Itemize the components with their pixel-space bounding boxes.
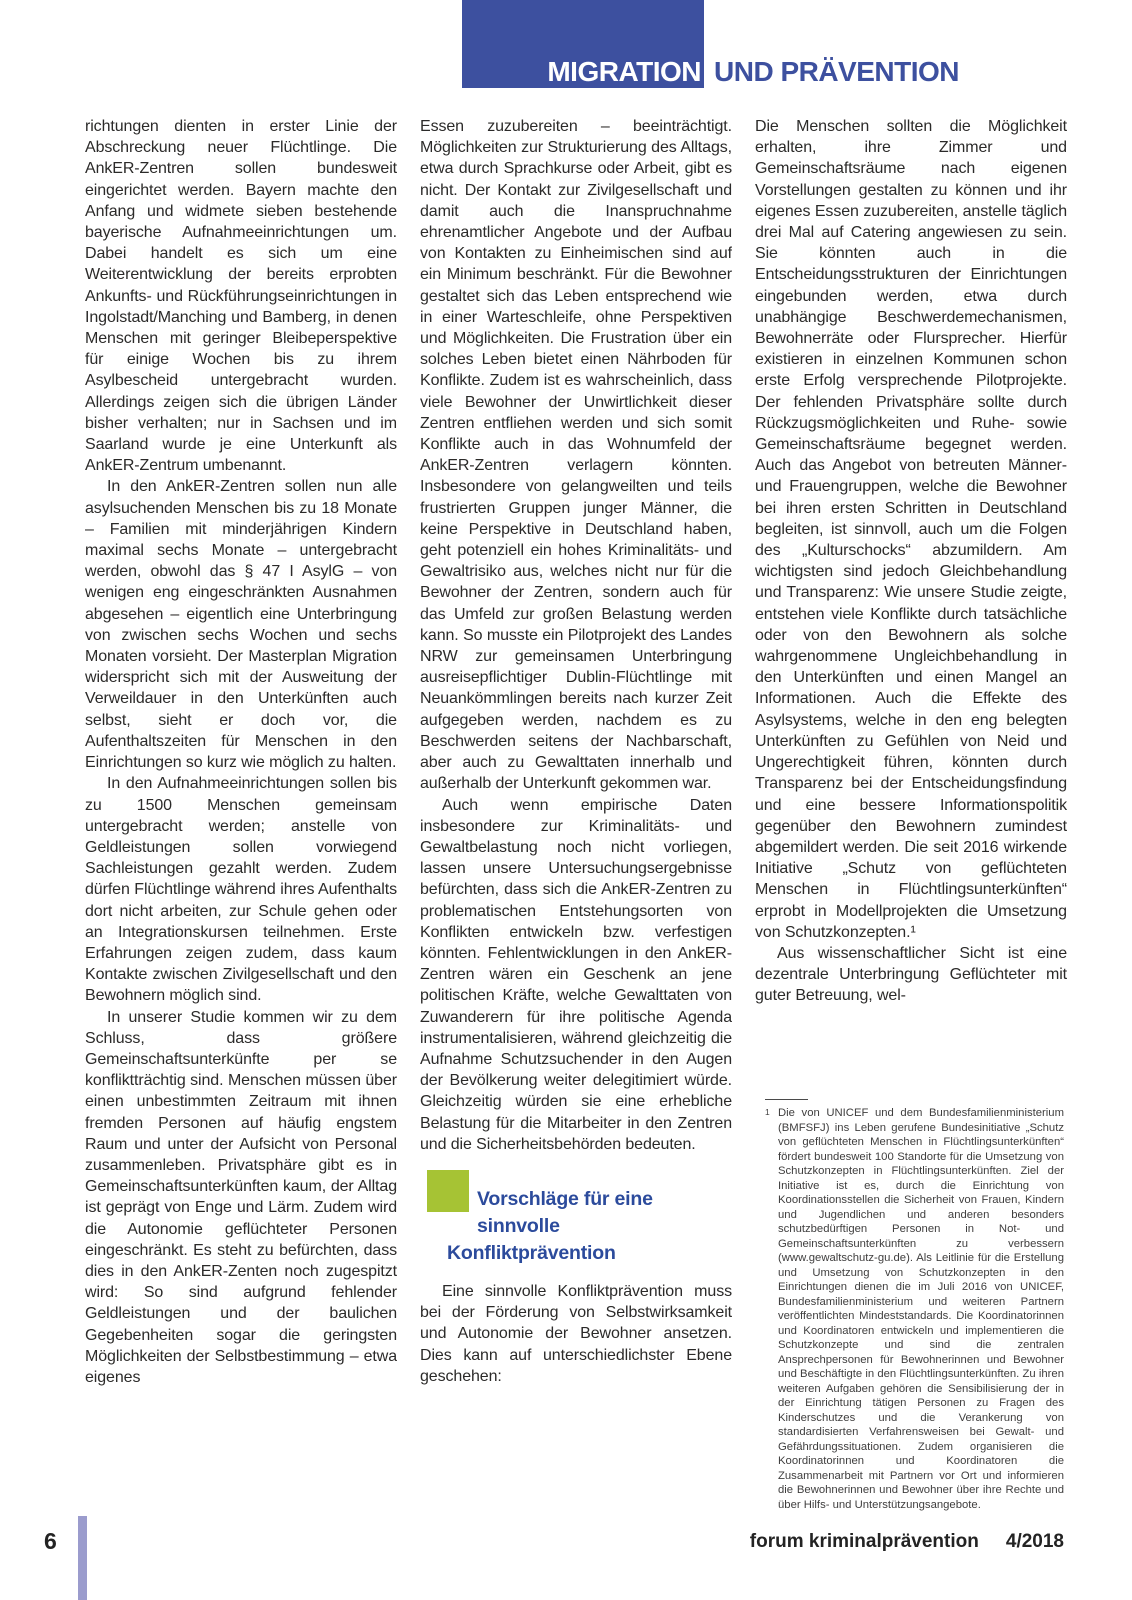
article-paragraph: Die Menschen sollten die Möglichkeit erhalten, ihre Zimmer und Gemeinschaftsräume nach eigenen Vorstellungen gestalten zu können und ihr eigenes Essen zuzubereiten, anstelle täglich drei Mal auf Catering angewiesen zu sein. Sie könnten auch in die Entscheidungsstrukturen der Einrichtungen eingebunden werden, etwa durch unabhängige Beschwerdemechanismen, Bewohnerräte oder Flursprecher. Hierfür existieren in einzelnen Kommunen schon erste Erfolg versprechende Pilotprojekte. Der fehlenden Privatsphäre sollte durch Rückzugsmöglichkeiten und Ruhe- sowie Gemeinschaftsräume begegnet werden. Auch das Angebot von betreuten Männer- und Frauengruppen, welche die Bewohner bei ihren ersten Schritten in Deutschland begleiten, ist sinnvoll, auch um die Folgen des „Kulturschocks“ abzumildern. Am wichtigsten sind jedoch Gleichbehandlung und Transparenz: Wie unsere Studie zeigte, entstehen viele Konflikte durch tatsächliche oder von den Bewohnern als solche wahrgenommene Ungleichbehandlung in den Unterkünften und einen Mangel an Informationen. Auch die Effekte des Asylsystems, welche in den eng belegten Unterkünften zu Gefühlen von Neid und Ungerechtigkeit führen, könnten durch Transparenz bei der Entscheidungsfindung und eine bessere Informationspolitik gegenüber den Bewohnern zumindest abgemildert werden. Die seit 2016 wirkende Initiative „Schutz von geflüchteten Menschen in Flüchtlingsunterkünften“ erprobt in Modellprojekten die Umsetzung von Schutzkonzepten.¹ [755, 118, 1067, 941]
article-column-3 [755, 116, 1067, 1084]
article-paragraph: In den Aufnahmeeinrichtungen sollen bis zu 1500 Menschen gemeinsam untergebracht werden; anstelle von Geldleistungen sollen vorwiegend Sachleistungen gezahlt werden. Zudem dürfen Flüchtlinge während ihres Aufenthalts dort nicht arbeiten, zur Schule gehen oder an Integrationskursen teilnehmen. Erste Erfahrungen zeigen zudem, dass kaum Kontakte zwischen Zivilgesellschaft und den Bewohnern möglich sind. [85, 775, 397, 1005]
article-paragraph: Auch wenn empirische Daten insbesondere zur Kriminalitäts- und Gewaltbelastung noch nicht vorliegen, lassen unsere Untersuchungsergebnisse befürchten, dass sich die AnkER-Zentren zu problematischen Entstehungsorten von Konflikten entwickeln bzw. verfestigen könnten. Fehlentwicklungen in den AnkER-Zentren wären ein Geschenk an jene politischen Kräfte, welche Gewalttaten von Zuwanderern für ihre politische Agenda instrumentalisieren, während gleichzeitig die Aufnahme Schutzsuchender in den Augen der Bevölkerung weiter delegitimiert würde. Gleichzeitig würden sie eine erhebliche Belastung für die Mitarbeiter in den Zentren und die Sicherheitsbehörden bedeuten. [420, 796, 732, 1153]
green-square-bullet-icon [427, 1170, 469, 1212]
footnote-block [765, 1099, 1064, 1512]
footnote-divider [765, 1099, 808, 1100]
section-title-highlight: MIGRATION [547, 56, 701, 87]
subheading-line-1: Vorschläge für eine sinnvolle [477, 1187, 653, 1237]
section-title-rest: UND PRÄVENTION [714, 56, 960, 87]
page-header [462, 0, 959, 88]
page-number: 6 [44, 1528, 57, 1554]
journal-issue: 4/2018 [1005, 1531, 1064, 1552]
article-paragraph: In unserer Studie kommen wir zu dem Schluss, dass größere Gemeinschaftsunterkünfte per se konfliktträchtig sind. Menschen müssen über einen unbestimmten Zeitraum mit ihnen fremden Personen auf häufig engstem Raum und unter der Aufsicht von Personal zusammenleben. Privatsphäre gibt es in Gemeinschaftsunterkünften kaum, der Alltag ist geprägt von Enge und Lärm. Zudem wird die Autonomie geflüchteter Personen eingeschränkt. Es steht zu befürchten, dass dies in den AnkER-Zenten noch zugespitzt wird: So sind aufgrund fehlender Geldleistungen und der baulichen Gegebenheiten sogar die geringsten Möglichkeiten der Selbstbestimmung – etwa eigenes [85, 1008, 397, 1386]
article-paragraph: Eine sinnvolle Konfliktprävention muss bei der Förderung von Selbstwirksamkeit und Autonomie der Bewohner ansetzen. Dies kann auf unterschiedlichster Ebene geschehen: [420, 1282, 732, 1385]
article-paragraph: richtungen dienten in erster Linie der Abschreckung neuer Flüchtlinge. Die AnkER-Zentren sollen bundesweit eingerichtet werden. Bayern machte den Anfang und widmete sieben bestehende bayerische Aufnahmeeinrichtungen um. Dabei handelt es sich um eine Weiterentwicklung der bereits erprobten Ankunfts- und Rückführungseinrichtungen in Ingolstadt/Manching und Bamberg, in denen Menschen mit geringer Bleibeperspektive für einige Wochen bis zu ihrem Asylbescheid untergebracht wurden. Allerdings zeigen sich die übrigen Länder bisher verhalten; nur in Sachsen und im Saarland wurde je eine Unterkunft als AnkER-Zentrum umbenannt. [85, 118, 397, 475]
article-paragraph: Essen zuzubereiten – beeinträchtigt. Möglichkeiten zur Strukturierung des Alltags, etwa durch Sprachkurse oder Arbeit, gibt es nicht. Der Kontakt zur Zivilgesellschaft und damit auch die Inanspruchnahme ehrenamtlicher Angebote und der Aufbau von Kontakten zu Einheimischen sind auf ein Minimum beschränkt. Für die Bewohner gestaltet sich das Leben entsprechend wie in einer Warteschleife, ohne Perspektiven und Möglichkeiten. Die Frustration über ein solches Leben bietet einen Nährboden für Konflikte. Zudem ist es wahrscheinlich, dass viele Bewohner der Unwirtlichkeit dieser Zentren entfliehen werden und sich somit Konflikte auch in das Wohnumfeld der AnkER-Zentren verlagern könnten. Insbesondere von gelangweilten und teils frustrierten Gruppen junger Männer, die keine Perspektive in Deutschland haben, geht potenziell ein hohes Kriminalitäts- und Gewaltrisiko aus, welches nicht nur für die Bewohner der Zentren, sondern auch für das Umfeld zur großen Belastung werden kann. So musste ein Pilotprojekt des Landes NRW zur gemeinsamen Unterbringung ausreisepflichtiger Dublin-Flüchtlinge mit Neuankömmlingen bereits nach kurzer Zeit aufgegeben werden, nachdem es zu Beschwerden seitens der Nachbarschaft, aber auch zu Gewalttaten innerhalb und außerhalb der Unterkunft gekommen war. [420, 118, 732, 793]
footnote-marker: 1 [765, 1107, 770, 1117]
section-subheading [420, 1186, 732, 1267]
subheading-line-2: Konfliktprävention [447, 1241, 616, 1264]
footnote-text: Die von UNICEF und dem Bundesfamilienministerium (BMFSFJ) ins Leben gerufene Bundesinitiative „Schutz von geflüchteten Menschen in Flüchtlingsunterkünften“ fördert bundesweit 100 Standorte für die Umsetzung von Schutzkonzepten in Flüchtlingsunterkünften. Ziel der Initiative ist es, durch die Einrichtung von Koordinationsstellen die Sicherheit von Frauen, Kindern und Jugendlichen und anderen besonders schutzbedürftigen Personen in Not- und Gemeinschaftsunterkünften zu verbessern (www.gewaltschutz-gu.de). Als Leitlinie für die Erstellung und Umsetzung von Schutzkonzepten in den Einrichtungen dienen die im Juli 2016 von UNICEF, Bundesfamilienministerium und weiteren Partnern veröffentlichten Mindeststandards. Die Koordinatorinnen und Koordinatoren entwickeln und implementieren die Schutzkonzepte und sind die zentralen Ansprechpersonen für Bewohnerinnen und Bewohner und Beschäftigte in den Flüchtlingsunterkünften. Zu ihren weiteren Aufgaben gehören die Sensibilisierung der in der Einrichtung tätigen Personen zu Fragen des Kinderschutzes und die Verankerung von standardisierten Verfahrensweisen bei Gewalt- und Gefährdungssituationen. Zudem organisieren die Koordinatorinnen und Koordinatoren die Zusammenarbeit mit Partnern vor Ort und informieren die Bewohnerinnen und Bewohner über ihre Rechte und über Hilfs- und Unterstützungsangebote. [778, 1107, 1064, 1511]
footer-accent-bar [78, 1516, 87, 1600]
footnote-1 [765, 1106, 1064, 1512]
article-paragraph: In den AnkER-Zentren sollen nun alle asylsuchenden Menschen bis zu 18 Monate – Familien mit minderjährigen Kindern maximal sechs Monate – untergebracht werden, obwohl das § 47 I AsylG – von wenigen eng eingeschränkten Ausnahmen abgesehen – eigentlich eine Unterbringung von zwischen sechs Wochen und sechs Monaten vorsieht. Der Masterplan Migration widerspricht sich mit der Ausweitung der Verweildauer in den Unterkünften auch selbst, sieht er doch vor, die Aufenthaltszeiten für Menschen in den Einrichtungen so kurz wie möglich zu halten. [85, 478, 397, 772]
footer-journal-line [750, 1531, 1064, 1553]
article-column-1 [85, 116, 397, 1511]
article-paragraph: Aus wissenschaftlicher Sicht ist eine dezentrale Unterbringung Geflüchteter mit guter Betreuung, wel- [755, 944, 1067, 1005]
article-column-2 [420, 116, 732, 1520]
journal-title: forum kriminalprävention [749, 1531, 979, 1552]
title-highlight-band [462, 0, 704, 88]
